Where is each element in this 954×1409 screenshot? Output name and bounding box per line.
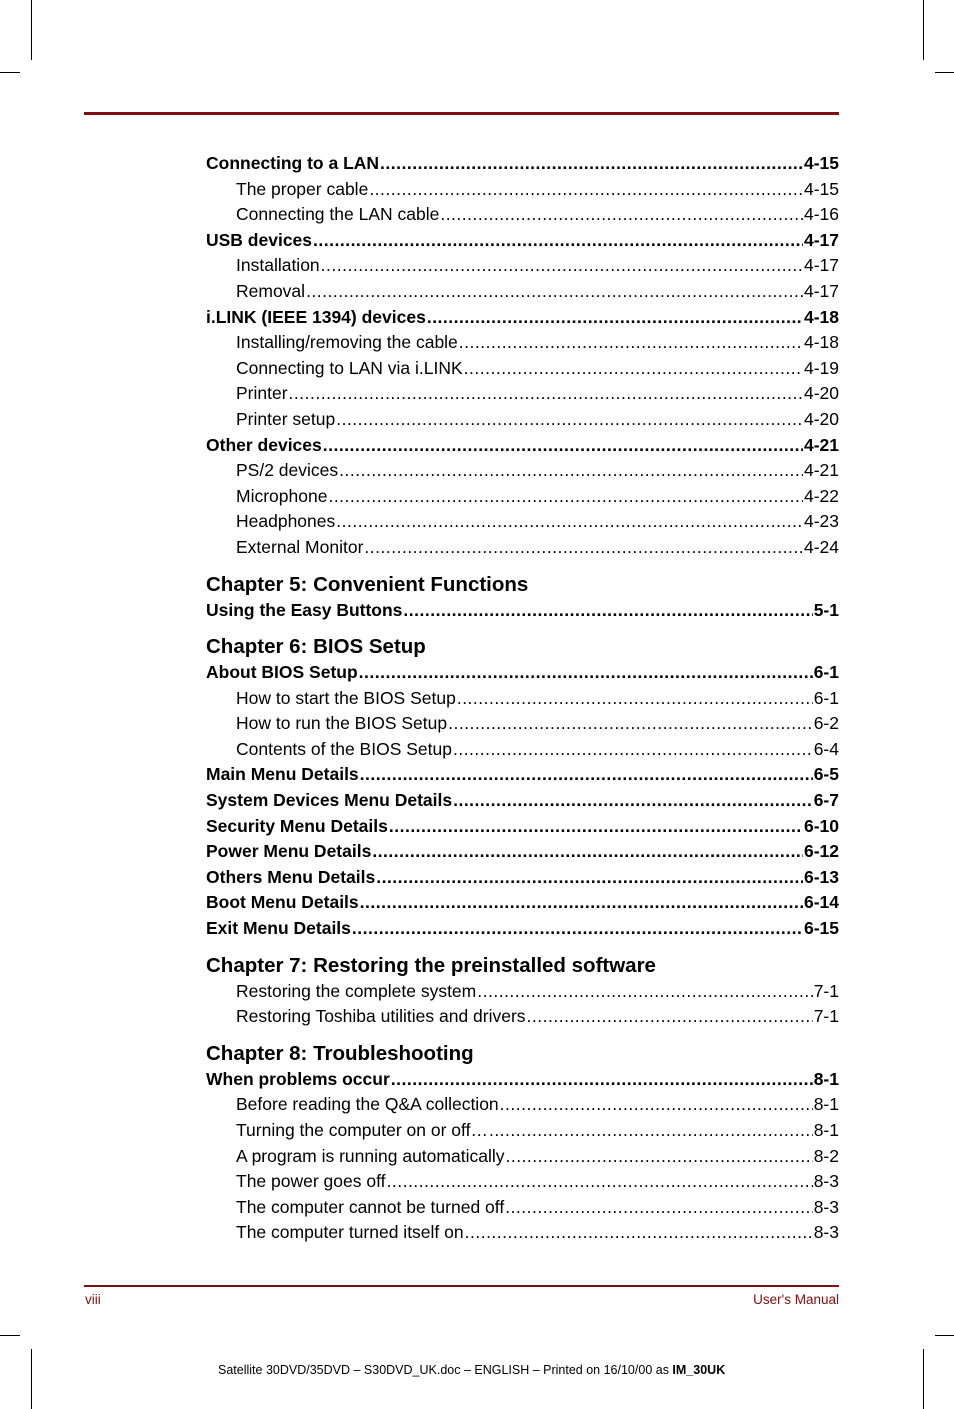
table-of-contents — [206, 151, 839, 1246]
toc-subsection-entry[interactable] — [206, 737, 839, 763]
toc-entry-page: 6-14 — [803, 892, 839, 913]
toc-entry-page: 5-1 — [813, 599, 839, 620]
toc-section-entry[interactable] — [206, 788, 839, 814]
dot-leader — [465, 1220, 813, 1246]
toc-subsection-entry[interactable] — [206, 253, 839, 279]
dot-leader — [372, 839, 803, 865]
toc-entry-page: 6-2 — [813, 713, 839, 734]
toc-subsection-entry[interactable] — [206, 1195, 839, 1221]
dot-leader — [360, 890, 803, 916]
crop-mark — [31, 1349, 32, 1409]
dot-leader — [403, 598, 812, 624]
toc-entry-page: 6-1 — [813, 687, 839, 708]
toc-subsection-entry[interactable] — [206, 1144, 839, 1170]
page-number: viii — [85, 1292, 101, 1307]
dot-leader — [339, 458, 803, 484]
toc-entry-title: Connecting the LAN cable — [236, 204, 440, 225]
crop-mark — [923, 0, 924, 60]
toc-subsection-entry[interactable] — [206, 484, 839, 510]
toc-section-entry[interactable] — [206, 1067, 839, 1093]
toc-entry-page: 4-15 — [803, 153, 839, 173]
crop-mark — [0, 72, 20, 73]
toc-subsection-entry[interactable] — [206, 686, 839, 712]
toc-entry-title: Connecting to a LAN — [206, 153, 380, 173]
dot-leader — [453, 737, 813, 763]
toc-entry-page: 7-1 — [813, 1006, 839, 1027]
toc-entry-title: The proper cable — [236, 178, 369, 199]
dot-leader — [387, 1169, 813, 1195]
toc-entry-title: How to start the BIOS Setup — [236, 687, 456, 708]
toc-entry-title: PS/2 devices — [236, 460, 339, 481]
toc-subsection-entry[interactable] — [206, 1092, 839, 1118]
toc-entry-title: Printer — [236, 383, 288, 404]
toc-subsection-entry[interactable] — [206, 979, 839, 1005]
chapter-heading: Chapter 7: Restoring the preinstalled software — [206, 953, 656, 977]
toc-subsection-entry[interactable] — [206, 535, 839, 561]
toc-entry-title: A program is running automatically — [236, 1145, 505, 1166]
dot-leader — [369, 177, 803, 203]
toc-entry-title: Restoring the complete system — [236, 980, 477, 1001]
chapter-heading: Chapter 8: Troubleshooting — [206, 1041, 474, 1065]
manual-title: User's Manual — [753, 1292, 839, 1307]
toc-entry-page: 4-20 — [803, 383, 839, 404]
toc-entry-page: 4-20 — [803, 408, 839, 429]
chapter-heading: Chapter 5: Convenient Functions — [206, 572, 529, 596]
toc-subsection-entry[interactable] — [206, 711, 839, 737]
toc-entry-page: 8-3 — [813, 1222, 839, 1243]
toc-entry-title: How to run the BIOS Setup — [236, 713, 448, 734]
dot-leader — [505, 1195, 813, 1221]
dot-leader — [359, 660, 813, 686]
dot-leader — [360, 762, 813, 788]
toc-subsection-entry[interactable] — [206, 1004, 839, 1030]
dot-leader — [527, 1004, 813, 1030]
toc-entry-title: i.LINK (IEEE 1394) devices — [206, 306, 426, 327]
toc-section-entry[interactable] — [206, 865, 839, 891]
toc-subsection-entry[interactable] — [206, 330, 839, 356]
toc-entry-page: 4-21 — [803, 460, 839, 481]
toc-section-entry[interactable] — [206, 228, 839, 254]
toc-entry-title: Security Menu Details — [206, 815, 388, 836]
toc-section-entry[interactable] — [206, 814, 839, 840]
toc-entry-page: 8-1 — [813, 1094, 839, 1115]
toc-entry-title: Contents of the BIOS Setup — [236, 738, 452, 759]
toc-entry-page: 4-23 — [803, 511, 839, 532]
toc-entry-page: 4-15 — [803, 178, 839, 199]
toc-section-entry[interactable] — [206, 598, 839, 624]
dot-leader — [380, 151, 803, 177]
toc-entry-page: 4-17 — [803, 229, 839, 250]
dot-leader — [328, 484, 803, 510]
toc-subsection-entry[interactable] — [206, 177, 839, 203]
crop-mark — [0, 1335, 20, 1336]
toc-entry-page: 4-22 — [803, 485, 839, 506]
toc-section-entry[interactable] — [206, 433, 839, 459]
header-rule — [84, 112, 839, 115]
dot-leader — [306, 279, 803, 305]
toc-entry-page: 7-1 — [813, 980, 839, 1001]
dot-leader — [500, 1092, 813, 1118]
dot-leader — [289, 381, 803, 407]
toc-entry-page: 6-5 — [813, 764, 839, 785]
dot-leader — [477, 979, 812, 1005]
toc-entry-title: When problems occur — [206, 1068, 390, 1089]
toc-entry-page: 4-17 — [803, 280, 839, 301]
dot-leader — [336, 407, 803, 433]
toc-entry-page: 6-15 — [803, 918, 839, 939]
toc-entry-page: 8-1 — [813, 1120, 839, 1140]
dot-leader — [505, 1144, 812, 1170]
dot-leader — [448, 711, 813, 737]
toc-entry-page: 6-10 — [803, 815, 839, 836]
dot-leader — [352, 916, 803, 942]
toc-entry-title: About BIOS Setup — [206, 662, 358, 683]
toc-entry-title: Headphones — [236, 511, 336, 532]
toc-section-entry[interactable] — [206, 916, 839, 942]
toc-entry-title: Using the Easy Buttons — [206, 599, 403, 620]
toc-entry-page: 4-18 — [803, 306, 839, 327]
toc-entry-page: 6-12 — [803, 841, 839, 862]
toc-entry-page: 8-1 — [813, 1068, 839, 1089]
dot-leader — [313, 228, 803, 254]
toc-subsection-entry[interactable] — [206, 1169, 839, 1195]
toc-entry-page: 4-17 — [803, 255, 839, 276]
toc-entry-page: 6-13 — [803, 866, 839, 887]
toc-entry-page: 8-3 — [813, 1196, 839, 1217]
toc-section-entry[interactable] — [206, 151, 839, 177]
toc-entry-title: Before reading the Q&A collection — [236, 1094, 499, 1115]
toc-entry-title: Printer setup — [236, 408, 336, 429]
toc-entry-title: Other devices — [206, 434, 322, 455]
toc-section-entry[interactable] — [206, 890, 839, 916]
toc-entry-title: Boot Menu Details — [206, 892, 359, 913]
toc-subsection-entry[interactable] — [206, 356, 839, 382]
dot-leader — [323, 433, 803, 459]
toc-entry-title: Exit Menu Details — [206, 918, 351, 939]
dot-leader — [376, 865, 803, 891]
toc-entry-page: 4-18 — [803, 332, 839, 353]
dot-leader — [321, 253, 803, 279]
toc-section-entry[interactable] — [206, 660, 839, 686]
toc-entry-page: 8-2 — [813, 1145, 839, 1166]
toc-entry-title: Main Menu Details — [206, 764, 359, 785]
toc-section-entry[interactable] — [206, 305, 839, 331]
toc-entry-page: 6-4 — [813, 738, 839, 759]
toc-section-entry[interactable] — [206, 762, 839, 788]
toc-entry-title: Connecting to LAN via i.LINK — [236, 357, 463, 378]
dot-leader — [459, 330, 803, 356]
toc-entry-title: The power goes off — [236, 1171, 386, 1192]
toc-entry-title: Installing/removing the cable — [236, 332, 458, 353]
dot-leader — [427, 305, 803, 331]
dot-leader — [336, 509, 803, 535]
toc-entry-page: 6-7 — [813, 790, 839, 811]
toc-subsection-entry[interactable] — [206, 509, 839, 535]
dot-leader — [464, 356, 803, 382]
toc-subsection-entry[interactable] — [206, 279, 839, 305]
toc-entry-title: The computer turned itself on — [236, 1222, 464, 1243]
toc-section-entry[interactable] — [206, 839, 839, 865]
toc-entry-title: System Devices Menu Details — [206, 790, 453, 811]
dot-leader — [453, 788, 813, 814]
dot-leader — [364, 535, 803, 561]
dot-leader — [391, 1067, 813, 1093]
toc-entry-title: Microphone — [236, 485, 328, 506]
toc-entry-title: Power Menu Details — [206, 841, 372, 862]
toc-subsection-entry[interactable] — [206, 1220, 839, 1246]
toc-entry-title: Restoring Toshiba utilities and drivers — [236, 1006, 526, 1027]
toc-entry-title: Turning the computer on or off… — [236, 1120, 488, 1140]
print-info-text: Satellite 30DVD/35DVD – S30DVD_UK.doc – ENGLISH – Printed on 16/10/00 as — [218, 1363, 673, 1377]
toc-subsection-entry[interactable] — [206, 202, 839, 228]
toc-entry-page: 4-19 — [803, 357, 839, 378]
crop-mark — [31, 0, 32, 60]
toc-entry-title: Installation — [236, 255, 320, 276]
toc-entry-title: External Monitor — [236, 536, 364, 557]
toc-subsection-entry[interactable] — [206, 1118, 839, 1144]
toc-entry-title: Others Menu Details — [206, 866, 376, 887]
print-info-line — [218, 1363, 725, 1377]
toc-entry-title: Removal — [236, 280, 306, 301]
print-info-code: IM_30UK — [672, 1363, 726, 1377]
footer-rule — [84, 1285, 839, 1287]
dot-leader — [389, 814, 803, 840]
toc-entry-title: The computer cannot be turned off — [236, 1196, 505, 1217]
crop-mark — [935, 72, 954, 73]
toc-entry-page: 4-21 — [803, 434, 839, 455]
dot-leader — [440, 202, 803, 228]
dot-leader — [457, 686, 813, 712]
toc-subsection-entry[interactable] — [206, 407, 839, 433]
chapter-heading: Chapter 6: BIOS Setup — [206, 635, 426, 659]
toc-entry-page: 6-1 — [813, 662, 839, 683]
toc-entry-title: USB devices — [206, 229, 313, 250]
crop-mark — [935, 1335, 954, 1336]
toc-subsection-entry[interactable] — [206, 458, 839, 484]
toc-subsection-entry[interactable] — [206, 381, 839, 407]
toc-entry-page: 8-3 — [813, 1171, 839, 1192]
dot-leader — [489, 1118, 813, 1144]
toc-entry-page: 4-16 — [803, 204, 839, 225]
toc-entry-page: 4-24 — [803, 536, 839, 557]
crop-mark — [923, 1349, 924, 1409]
